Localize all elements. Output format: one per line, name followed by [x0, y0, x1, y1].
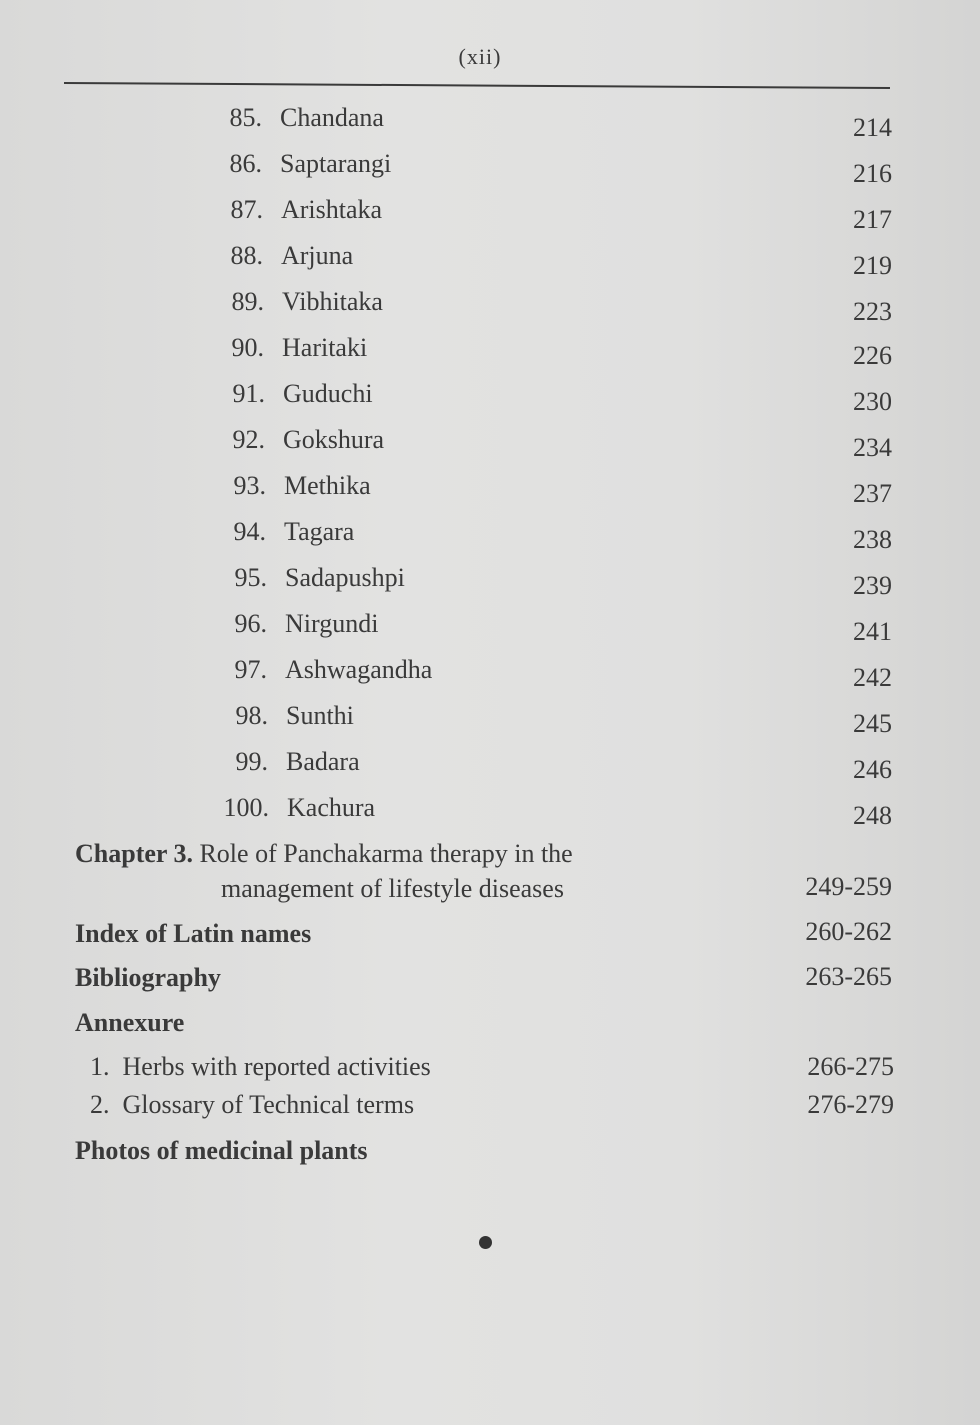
toc-entry-number: 91.: [232, 379, 265, 408]
toc-entry-name: Arjuna: [281, 241, 354, 270]
toc-entry-name: Haritaki: [282, 333, 368, 362]
chapter-3-title-line-2: management of lifestyle diseases: [221, 874, 564, 903]
toc-entry-number: 85.: [229, 103, 262, 132]
annexure-item-1-pages: 266-275: [807, 1052, 894, 1081]
toc-entry-name: Saptarangi: [280, 149, 392, 178]
toc-entry-number: 89.: [231, 287, 264, 316]
toc-entry-page: 217: [853, 205, 892, 234]
annexure-item-1-title: Herbs with reported activities: [122, 1052, 431, 1081]
toc-entry-name: Sadapushpi: [285, 563, 405, 592]
toc-entry: [0, 700, 980, 738]
toc-entry-name: Chandana: [280, 103, 384, 132]
toc-entry-page: 241: [853, 617, 892, 646]
toc-entry-name: Badara: [286, 747, 360, 776]
toc-entry-page: 230: [853, 387, 892, 416]
annexure-item-2-title: Glossary of Technical terms: [122, 1090, 415, 1119]
toc-entry: [0, 102, 980, 142]
bibliography-label: Bibliography: [75, 963, 221, 992]
photos-label: Photos of medicinal plants: [75, 1136, 368, 1165]
chapter-3-pages: 249-259: [805, 872, 892, 901]
index-latin-names-pages: 260-262: [805, 917, 892, 946]
toc-entry: [0, 194, 980, 234]
toc-entry: [0, 332, 980, 370]
annexure-item-1-num: 1.: [90, 1052, 110, 1081]
toc-entry-name: Methika: [284, 471, 371, 500]
toc-entry-number: 90.: [231, 333, 264, 362]
toc-entry-name: Tagara: [284, 517, 355, 546]
toc-entry-page: 248: [853, 801, 892, 830]
toc-entry-page: 238: [853, 525, 892, 554]
toc-entry-name: Kachura: [287, 793, 376, 822]
page-numeral: (xii): [458, 44, 502, 69]
toc-entry-number: 100.: [223, 793, 269, 822]
toc-entry-page: 239: [853, 571, 892, 600]
header-rule: [64, 82, 890, 89]
toc-entry-page: 234: [853, 433, 892, 462]
toc-entry-page: 226: [853, 341, 892, 370]
bullet-ornament: [479, 1236, 492, 1249]
toc-entry-name: Vibhitaka: [282, 287, 383, 316]
toc-entry: [0, 240, 980, 280]
toc-entry-name: Arishtaka: [281, 195, 383, 224]
chapter-3-line-1: [75, 838, 573, 870]
toc-entry-name: Sunthi: [286, 701, 354, 730]
toc-entry: [0, 562, 980, 600]
toc-entry-number: 86.: [229, 149, 262, 178]
toc-entry-page: 246: [853, 755, 892, 784]
toc-entry: [0, 516, 980, 554]
toc-entry-page: 237: [853, 479, 892, 508]
toc-entry-number: 92.: [232, 425, 265, 454]
toc-entry-page: 216: [853, 159, 892, 188]
bibliography-pages: 263-265: [805, 962, 892, 991]
toc-entry-number: 93.: [233, 471, 266, 500]
toc-entry: [0, 792, 980, 830]
toc-entry: [0, 424, 980, 462]
toc-entry-number: 96.: [234, 609, 267, 638]
annexure-item-1: [90, 1051, 431, 1083]
toc-entry-number: 94.: [233, 517, 266, 546]
annexure-label: Annexure: [75, 1008, 185, 1037]
chapter-3-title-line-1: Role of Panchakarma therapy in the: [199, 839, 573, 868]
toc-entry-name: Ashwagandha: [285, 655, 433, 684]
toc-entry-page: 223: [853, 297, 892, 326]
annexure-item-2-pages: 276-279: [807, 1090, 894, 1119]
toc-entry: [0, 470, 980, 508]
toc-entry-name: Gokshura: [283, 425, 385, 454]
toc-entry-number: 88.: [230, 241, 263, 270]
annexure-item-2-num: 2.: [90, 1090, 110, 1119]
toc-entry: [0, 378, 980, 416]
toc-entry-page: 242: [853, 663, 892, 692]
toc-entry: [0, 654, 980, 692]
toc-entry: [0, 608, 980, 646]
toc-entry-number: 98.: [235, 701, 268, 730]
index-latin-names-label: Index of Latin names: [75, 919, 312, 948]
toc-entry-number: 97.: [234, 655, 267, 684]
toc-entry-page: 219: [853, 251, 892, 280]
toc-entry: [0, 286, 980, 326]
toc-entry: [0, 148, 980, 188]
toc-entry-name: Guduchi: [283, 379, 373, 408]
toc-entry-number: 99.: [235, 747, 268, 776]
toc-entry-number: 95.: [234, 563, 267, 592]
toc-entry-page: 245: [853, 709, 892, 738]
chapter-3-label: Chapter 3.: [75, 839, 193, 868]
toc-entry-number: 87.: [230, 195, 263, 224]
toc-entry: [0, 746, 980, 784]
toc-entry-page: 214: [853, 113, 892, 142]
toc-entry-name: Nirgundi: [285, 609, 379, 638]
annexure-item-2: [90, 1089, 414, 1121]
